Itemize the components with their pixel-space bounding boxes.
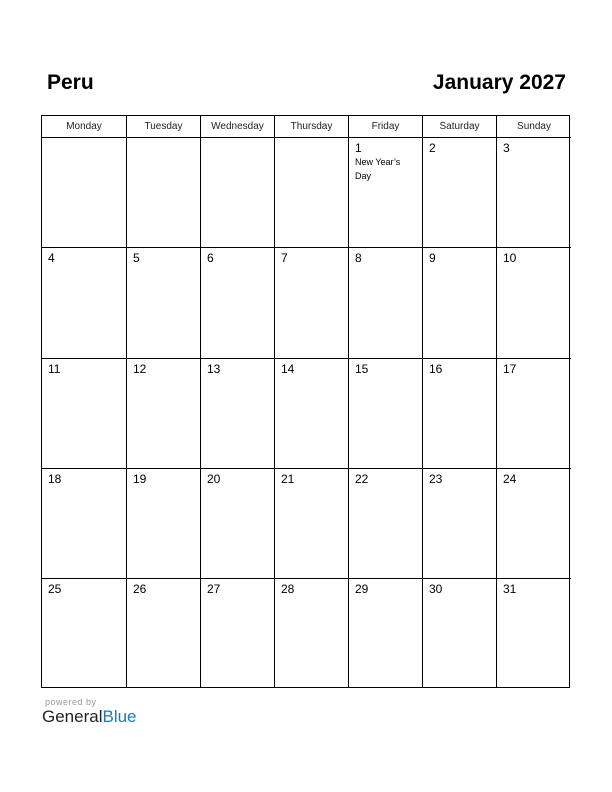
day-number: 21 [281,472,295,486]
day-cell[interactable] [275,248,349,359]
day-number: 19 [133,472,147,486]
day-number: 8 [355,251,362,265]
day-number: 26 [133,582,147,596]
day-cell[interactable] [497,248,571,359]
calendar-grid [41,115,570,688]
day-number: 25 [48,582,62,596]
day-number: 27 [207,582,221,596]
day-cell[interactable] [349,359,423,469]
day-cell[interactable] [127,469,201,579]
day-cell[interactable] [42,359,127,469]
day-number: 30 [429,582,443,596]
weekday-header-friday: Friday [349,116,423,138]
weekday-header-wednesday: Wednesday [201,116,275,138]
day-cell[interactable] [127,138,201,248]
powered-by-label: powered by [45,697,97,707]
day-number: 10 [503,251,517,265]
day-number: 1 [355,141,362,155]
day-cell[interactable] [349,248,423,359]
day-cell[interactable] [42,248,127,359]
country-title: Peru [47,71,94,94]
day-cell[interactable] [42,138,127,248]
weekday-header-thursday: Thursday [275,116,349,138]
day-cell[interactable] [275,359,349,469]
day-number: 2 [429,141,436,155]
day-number: 22 [355,472,369,486]
day-cell[interactable] [497,138,571,248]
brand-blue: Blue [102,707,137,726]
day-cell[interactable] [275,579,349,688]
day-number: 28 [281,582,295,596]
day-cell[interactable] [497,579,571,688]
day-number: 23 [429,472,443,486]
day-cell[interactable] [423,469,497,579]
day-cell[interactable] [423,138,497,248]
weekday-header-tuesday: Tuesday [127,116,201,138]
day-cell[interactable] [201,579,275,688]
day-cell[interactable] [275,138,349,248]
day-number: 4 [48,251,55,265]
day-cell[interactable] [42,469,127,579]
day-cell[interactable] [127,579,201,688]
day-number: 5 [133,251,140,265]
day-number: 3 [503,141,510,155]
day-number: 24 [503,472,517,486]
day-cell[interactable] [201,359,275,469]
weekday-header-saturday: Saturday [423,116,497,138]
day-cell[interactable] [201,138,275,248]
weekday-header-sunday: Sunday [497,116,571,138]
day-number: 7 [281,251,288,265]
brand-general: General [42,707,103,726]
day-cell[interactable] [127,248,201,359]
day-cell[interactable] [423,248,497,359]
day-cell[interactable] [423,579,497,688]
day-number: 20 [207,472,221,486]
day-cell[interactable] [349,138,423,248]
day-cell[interactable] [349,469,423,579]
day-number: 29 [355,582,369,596]
day-cell[interactable] [201,248,275,359]
day-number: 13 [207,362,221,376]
day-cell[interactable] [201,469,275,579]
day-cell[interactable] [42,579,127,688]
day-cell[interactable] [349,579,423,688]
day-cell[interactable] [497,469,571,579]
day-cell[interactable] [275,469,349,579]
day-cell[interactable] [423,359,497,469]
day-number: 6 [207,251,214,265]
month-title: January 2027 [432,71,566,94]
generalblue-logo[interactable] [42,707,137,727]
holiday-label: New Year’s Day [355,157,401,181]
weekday-header-monday: Monday [42,116,127,138]
day-number: 12 [133,362,147,376]
day-number: 15 [355,362,369,376]
day-cell[interactable] [497,359,571,469]
day-number: 11 [48,362,61,376]
day-cell[interactable] [127,359,201,469]
day-number: 9 [429,251,436,265]
day-number: 31 [503,582,517,596]
day-number: 16 [429,362,443,376]
day-number: 14 [281,362,295,376]
day-number: 18 [48,472,62,486]
day-number: 17 [503,362,517,376]
